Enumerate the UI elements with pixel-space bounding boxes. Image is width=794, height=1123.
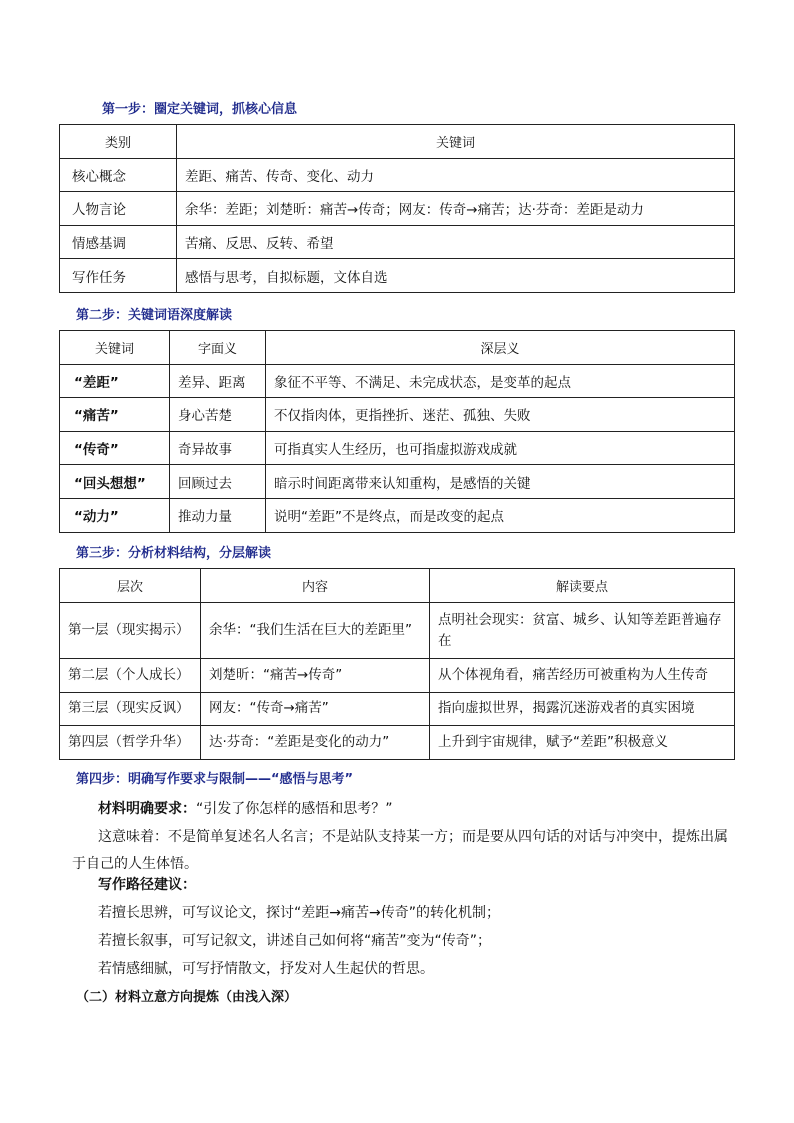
row-keywords: 差距、痛苦、传奇、变化、动力 bbox=[177, 158, 735, 192]
row-literal: 身心苦楚 bbox=[170, 398, 266, 432]
table-header-row bbox=[60, 569, 735, 603]
header-literal: 字面义 bbox=[170, 331, 266, 365]
row-category: 核心概念 bbox=[60, 158, 177, 192]
table-row bbox=[60, 398, 735, 432]
header-deep: 深层义 bbox=[266, 331, 735, 365]
row-content: 网友：“传奇→痛苦” bbox=[201, 692, 430, 726]
requirement-paragraph bbox=[72, 796, 732, 823]
section2-title: （二）材料立意方向提炼（由浅入深） bbox=[76, 990, 298, 1005]
table-row bbox=[60, 192, 735, 226]
row-category: 写作任务 bbox=[60, 259, 177, 293]
header-keyword: 关键词 bbox=[60, 331, 170, 365]
row-deep: 说明“差距”不是终点，而是改变的起点 bbox=[266, 498, 735, 532]
row-keyword: “回头想想” bbox=[60, 465, 170, 499]
row-deep: 不仅指肉体，更指挫折、迷茫、孤独、失败 bbox=[266, 398, 735, 432]
header-level: 层次 bbox=[60, 569, 201, 603]
row-keywords: 苦痛、反思、反转、希望 bbox=[177, 225, 735, 259]
keyword-table bbox=[59, 124, 735, 293]
row-keyword: “痛苦” bbox=[60, 398, 170, 432]
row-keyword: “动力” bbox=[60, 498, 170, 532]
header-content: 内容 bbox=[201, 569, 430, 603]
row-level: 第三层（现实反讽） bbox=[60, 692, 201, 726]
row-interpretation: 从个体视角看，痛苦经历可被重构为人生传奇 bbox=[430, 659, 735, 693]
table-row bbox=[60, 465, 735, 499]
row-interpretation: 指向虚拟世界，揭露沉迷游戏者的真实困境 bbox=[430, 692, 735, 726]
table-row bbox=[60, 692, 735, 726]
requirement-text: “引发了你怎样的感悟和思考？” bbox=[196, 801, 393, 817]
table-header-row bbox=[60, 331, 735, 365]
row-literal: 差异、距离 bbox=[170, 364, 266, 398]
header-interpretation: 解读要点 bbox=[430, 569, 735, 603]
row-content: 刘楚昕：“痛苦→传奇” bbox=[201, 659, 430, 693]
requirement-label: 材料明确要求： bbox=[98, 801, 196, 817]
meaning-paragraph: 这意味着：不是简单复述名人名言；不是站队支持某一方；而是要从四句话的对话与冲突中，提炼出属于自己的人生体悟。 bbox=[72, 829, 728, 872]
path-suggestion: 若擅长叙事，可写记叙文，讲述自己如何将“痛苦”变为“传奇”； bbox=[98, 933, 492, 949]
table-header-row bbox=[60, 125, 735, 159]
row-level: 第四层（哲学升华） bbox=[60, 726, 201, 760]
table-row bbox=[60, 726, 735, 760]
row-literal: 奇异故事 bbox=[170, 431, 266, 465]
row-level: 第一层（现实揭示） bbox=[60, 603, 201, 659]
row-deep: 暗示时间距离带来认知重构，是感悟的关键 bbox=[266, 465, 735, 499]
path-suggestion: 若擅长思辨，可写议论文，探讨“差距→痛苦→传奇”的转化机制； bbox=[98, 905, 500, 921]
table-row bbox=[60, 498, 735, 532]
path-suggestion: 若情感细腻，可写抒情散文，抒发对人生起伏的哲思。 bbox=[98, 961, 434, 977]
row-literal: 回顾过去 bbox=[170, 465, 266, 499]
structure-table bbox=[59, 568, 735, 760]
table-row bbox=[60, 603, 735, 659]
step2-title: 第二步：关键词语深度解读 bbox=[76, 308, 233, 323]
row-keyword: “传奇” bbox=[60, 431, 170, 465]
row-category: 情感基调 bbox=[60, 225, 177, 259]
row-content: 达·芬奇：“差距是变化的动力” bbox=[201, 726, 430, 760]
table-row bbox=[60, 259, 735, 293]
row-keyword: “差距” bbox=[60, 364, 170, 398]
table-row bbox=[60, 659, 735, 693]
row-interpretation: 点明社会现实：贫富、城乡、认知等差距普遍存在 bbox=[430, 603, 735, 659]
table-row bbox=[60, 364, 735, 398]
table-row bbox=[60, 431, 735, 465]
row-content: 余华：“我们生活在巨大的差距里” bbox=[201, 603, 430, 659]
header-keywords: 关键词 bbox=[177, 125, 735, 159]
table-row bbox=[60, 225, 735, 259]
row-deep: 象征不平等、不满足、未完成状态，是变革的起点 bbox=[266, 364, 735, 398]
header-category: 类别 bbox=[60, 125, 177, 159]
row-literal: 推动力量 bbox=[170, 498, 266, 532]
row-interpretation: 上升到宇宙规律，赋予“差距”积极意义 bbox=[430, 726, 735, 760]
path-label: 写作路径建议： bbox=[98, 877, 196, 893]
step1-title: 第一步：圈定关键词，抓核心信息 bbox=[102, 102, 298, 117]
step4-title: 第四步：明确写作要求与限制——“感悟与思考” bbox=[76, 772, 354, 787]
step3-title: 第三步：分析材料结构，分层解读 bbox=[76, 546, 272, 561]
row-deep: 可指真实人生经历，也可指虚拟游戏成就 bbox=[266, 431, 735, 465]
row-category: 人物言论 bbox=[60, 192, 177, 226]
row-level: 第二层（个人成长） bbox=[60, 659, 201, 693]
keyword-interpretation-table bbox=[59, 330, 735, 533]
table-row bbox=[60, 158, 735, 192]
row-keywords: 感悟与思考，自拟标题，文体自选 bbox=[177, 259, 735, 293]
row-keywords: 余华：差距；刘楚昕：痛苦→传奇；网友：传奇→痛苦；达·芬奇：差距是动力 bbox=[177, 192, 735, 226]
